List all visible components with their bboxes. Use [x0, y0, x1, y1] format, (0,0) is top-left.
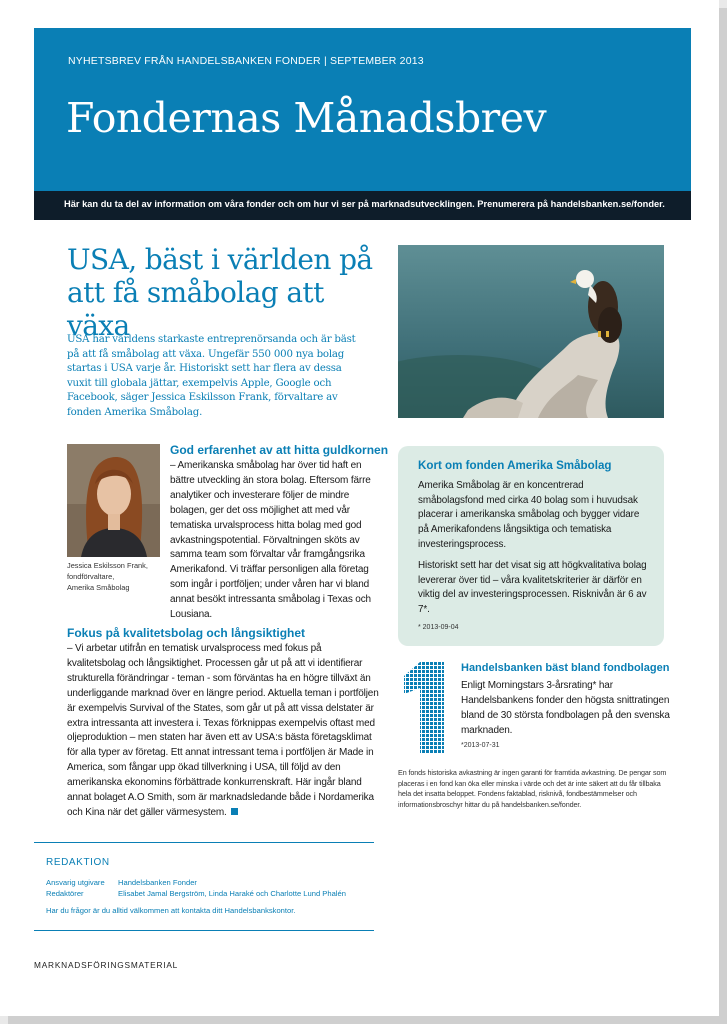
article-headline — [67, 243, 387, 342]
number-one-icon — [398, 662, 450, 754]
portrait-caption — [67, 560, 162, 593]
redaktion-label-1: Ansvarig utgivare — [46, 878, 105, 887]
redaktion-value-1: Handelsbanken Fonder — [118, 878, 197, 887]
redaktion-heading: REDAKTION — [46, 857, 110, 868]
award-title: Handelsbanken bäst bland fondbolagen — [461, 662, 670, 674]
divider-bottom — [34, 930, 374, 931]
fact-box-paragraph-2: Historiskt sett har det visat sig att högkvalitativa bolag levererar över tid – våra kvalitetskriterier är därför en viktig del av investeringsprocessen. Risknivån är 6 av 7*. — [418, 560, 647, 616]
redaktion-label-2: Redaktörer — [46, 889, 84, 898]
subheading-1: God erfarenhet av att hitta guldkornen — [170, 443, 389, 457]
portrait-photo — [67, 444, 160, 557]
end-mark-icon — [231, 808, 238, 815]
disclaimer: En fonds historiska avkastning är ingen garanti för framtida avkastning. De pengar som placeras i en fond kan öka eller minska i värde och det är inte säkert att du får tillbaka hela det insatta beloppet. Fondens faktablad, risknivå, fondbestämmelser och informationsbroschyr hittar du på handelsbanken.se/fonder. — [398, 768, 667, 809]
body-paragraph-2-text: – Vi arbetar utifrån en tematisk urvalsprocess med fokus på kvalitetsbolag och långsiktighet. Processen går ut på att vi identifierar strukturella förändringar - teman - som förväntas ha en högre tillväxt än underliggande marknad över en längre period. Aktuella teman i portföljen är exempelvis Survival of the States, som går ut på att vissa delstater är extra intressanta att investera i. Texas förknippas exempelvis oftast med oljeproduktion – men staten har även ett av USA:s bästa företagsklimat för alla typer av företag. Ett annat intressant tema i portföljen är Made in America, som fångar upp ökad tillverkning i USA, till följd av den amerikanska ekonomins förbättrade konkurrenskraft. Här ingår bland annat bolaget A.O Smith, som är marknadsledande både i Nordamerika och Kina när det gäller värmesystem. — [67, 643, 379, 818]
masthead-title: Fondernas Månadsbrev — [66, 94, 547, 142]
fact-box — [398, 446, 664, 646]
redaktion-value-2: Elisabet Jamal Bergström, Linda Haraké och Charlotte Lund Phalén — [118, 889, 346, 898]
masthead — [34, 28, 691, 191]
subscribe-text: Här kan du ta del av information om våra fonder och om hur vi ser på marknadsutvecklingen. Prenumerera på handelsbanken.se/fonder. — [64, 199, 665, 209]
fact-box-title: Kort om fonden Amerika Småbolag — [418, 459, 612, 472]
redaktion-contact: Har du frågor är du alltid välkommen att kontakta ditt Handelsbankskontor. — [46, 906, 296, 915]
article-intro: USA har världens starkaste entreprenörsanda och är bäst på att få småbolag att växa. Ungefär 550 000 nya bolag startas i USA varje år. Historiskt sett har flera av dessa vuxit till globala jättar, exempelvis Apple, Google och Facebook, säger Jessica Eskilsson Frank, förvaltare av fonden Amerika Småbolag. — [67, 334, 356, 418]
subscribe-strip — [34, 191, 691, 220]
headline-line-1: USA, bäst i världen på — [67, 243, 373, 276]
body-paragraph-1: – Amerikanska småbolag har över tid haft en bättre utveckling än stora bolag. Eftersom färre analytiker och investerare följer de mindre bolagen, ger det oss möjlighet att med vår tematiska urvalsprocess hitta bolag med god avkastningspotential. Förvaltningen sköts av samma team som förvaltar vår framgångsrika Amerikafond. Vi träffar personligen alla företag som ingår i portföljen; under våren har vi bland annat besökt intressanta småbolag i Texas och Lousiana. — [170, 460, 371, 621]
caption-line-3: Amerika Småbolag — [67, 583, 130, 592]
footer-marketing-label: MARKNADSFÖRINGSMATERIAL — [34, 960, 179, 970]
award-body: Enligt Morningstars 3-årsrating* har Handelsbankens fonder den högsta snittratingen bland de 30 största fondbolagen på den svenska marknaden. — [461, 680, 670, 736]
masthead-kicker: NYHETSBREV FRÅN HANDELSBANKEN FONDER | SEPTEMBER 2013 — [68, 55, 424, 67]
divider-top — [34, 842, 374, 843]
subheading-2: Fokus på kvalitetsbolag och långsiktighet — [67, 626, 306, 640]
fact-box-paragraph-1: Amerika Småbolag är en koncentrerad småbolagsfond med cirka 40 bolag som i huvudsak placerar i amerikanska småbolag och bygger vidare på Amerikafondens långsiktiga och tematiska investeringsprocess. — [418, 480, 640, 550]
caption-line-2: fondförvaltare, — [67, 572, 115, 581]
portrait-illustration — [67, 444, 160, 557]
fact-box-note: * 2013-09-04 — [418, 624, 459, 631]
body-paragraph-2 — [67, 642, 382, 821]
caption-line-1: Jessica Eskilsson Frank, — [67, 561, 148, 570]
award-note: *2013-07-31 — [461, 742, 500, 749]
eagle-photo — [398, 245, 664, 418]
headline-line-2: att få småbolag att växa — [67, 276, 324, 342]
eagle-photo-illustration — [398, 245, 664, 418]
